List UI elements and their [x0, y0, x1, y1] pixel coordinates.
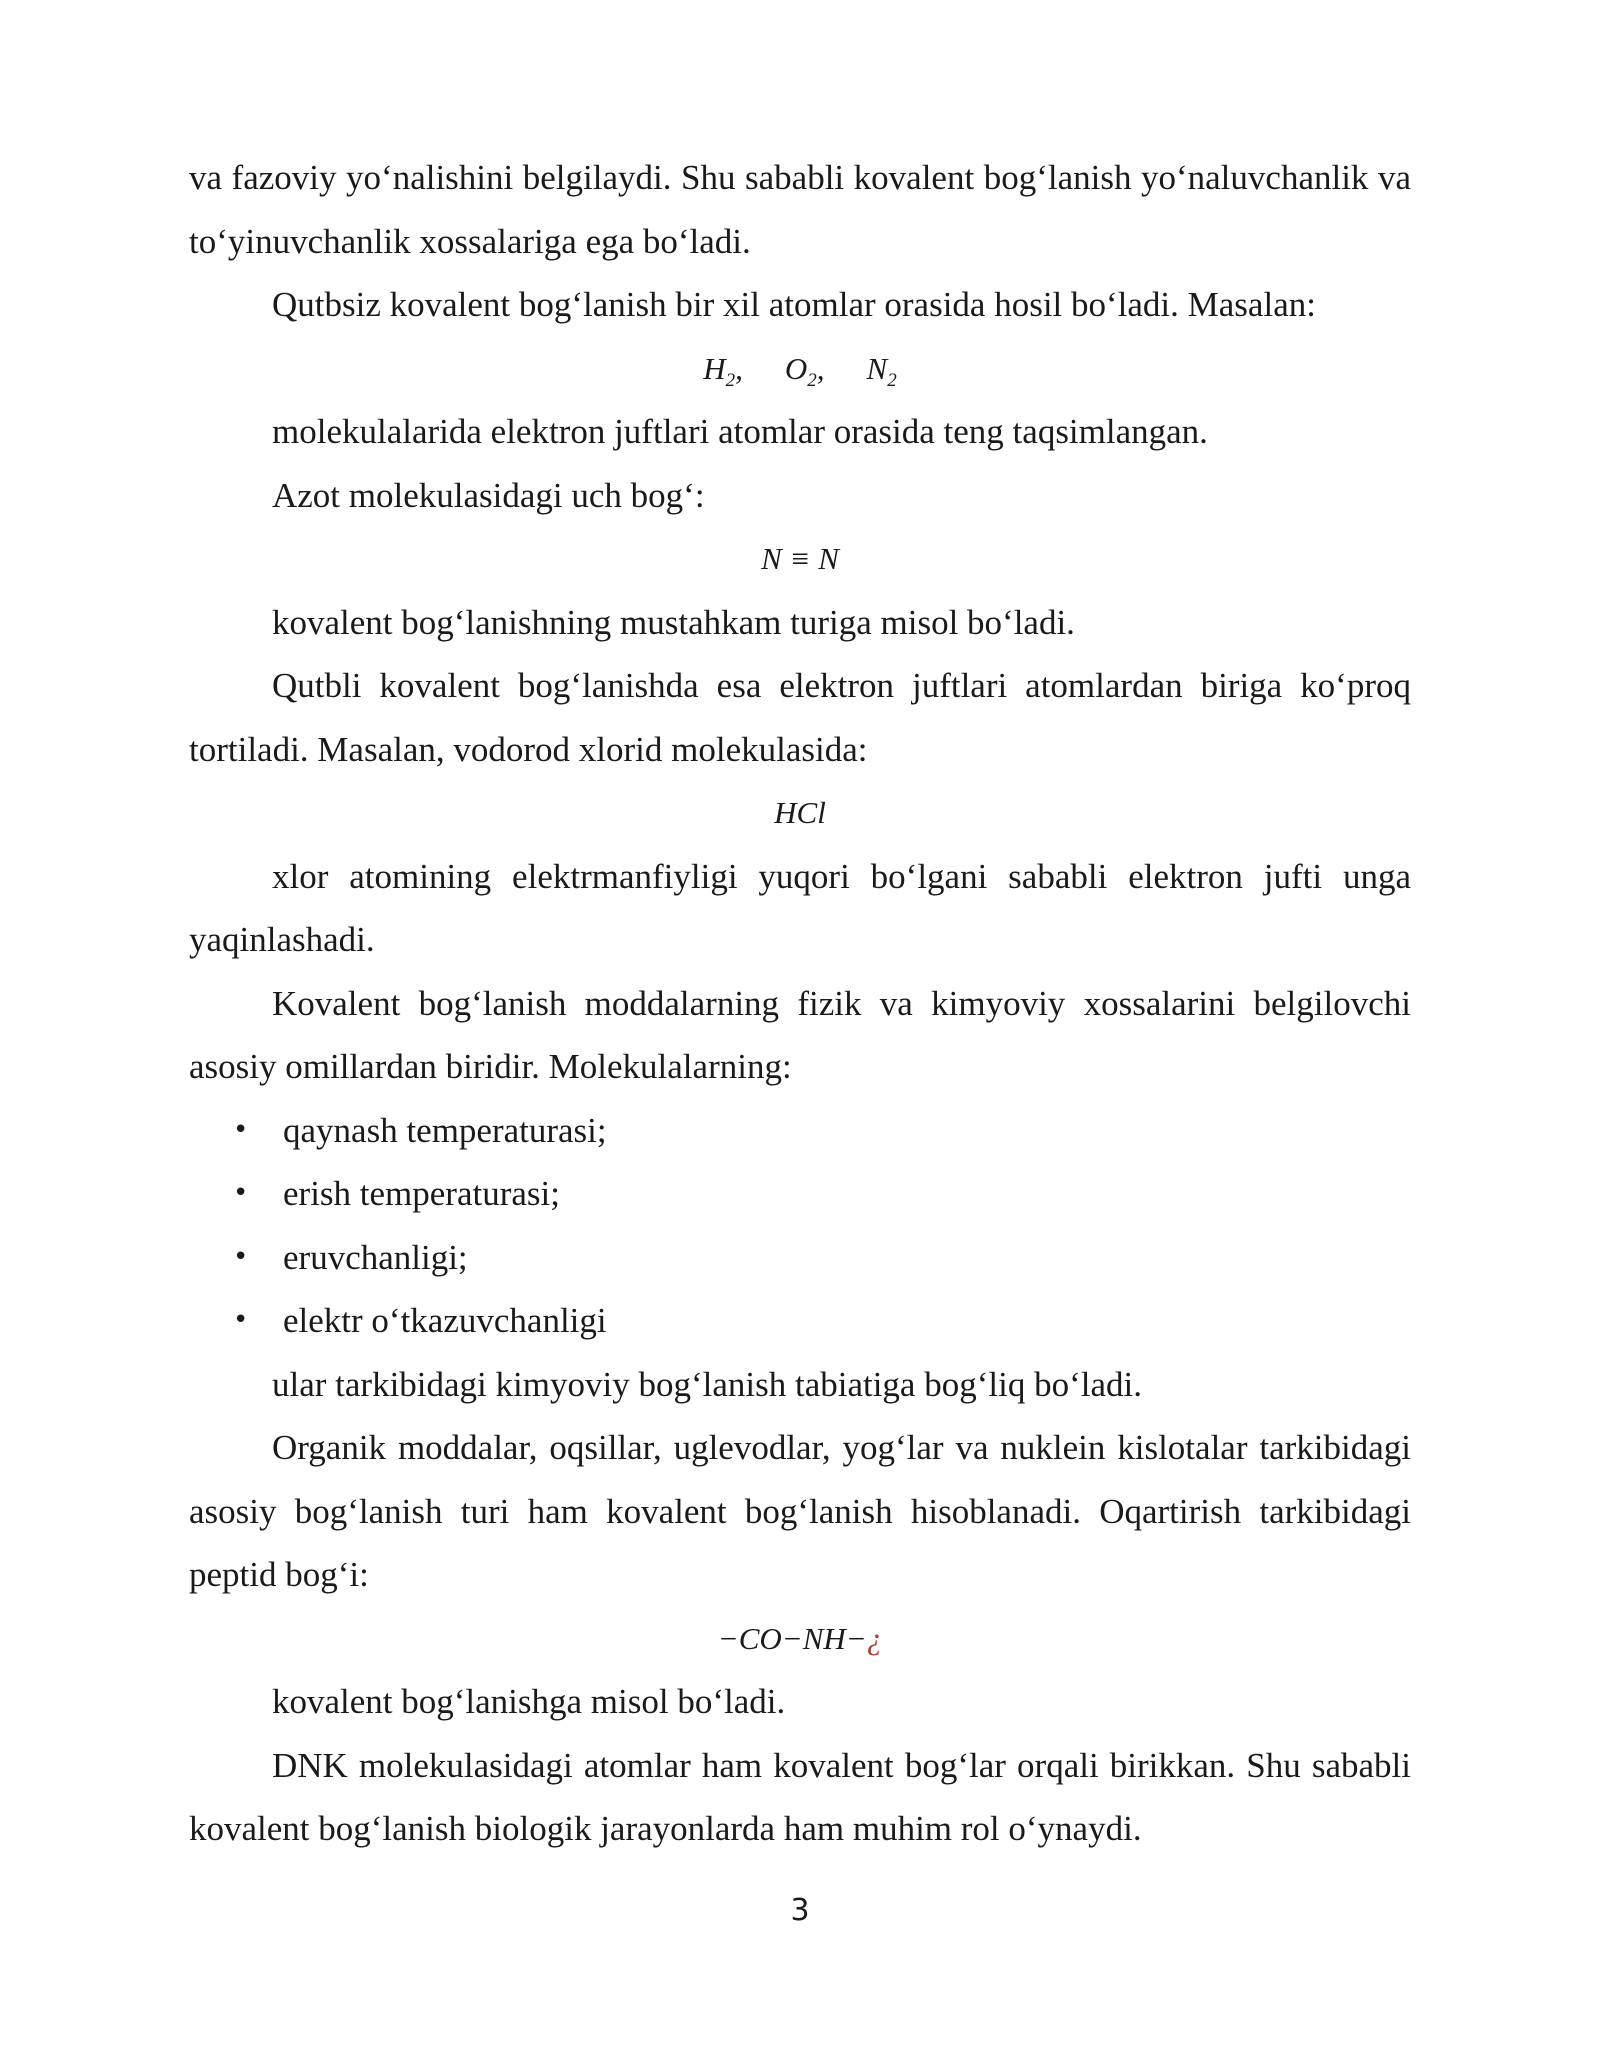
paragraph-equal-distribution: molekulalarida elektron juftlari atomlar orasida teng taqsimlangan. — [272, 412, 1208, 451]
bullet-icon: • — [233, 1114, 249, 1145]
list-item — [189, 1226, 1411, 1290]
page-content — [189, 146, 1411, 1861]
page-number: 3 — [790, 1893, 810, 1928]
formula-triple-bond: N ≡ N — [761, 541, 839, 576]
properties-list — [189, 1099, 1411, 1353]
bullet-icon: • — [233, 1305, 249, 1335]
paragraph-nonpolar-bond: Qutbsiz kovalent bog‘lanish bir xil atomlar orasida hosil bo‘ladi. Masalan: — [272, 285, 1316, 324]
paragraph-peptide-example: kovalent bog‘lanishga misol bo‘ladi. — [272, 1682, 786, 1721]
list-item — [189, 1099, 1411, 1163]
formula-peptide-mark: ¿ — [866, 1620, 883, 1656]
formula-hcl: HCl — [774, 795, 826, 830]
list-item-text: qaynash temperaturasi; — [283, 1110, 607, 1150]
formula-sep-2: , — [816, 350, 825, 386]
formula-peptide-bond — [189, 1607, 1411, 1671]
formula-h2-sub: 2 — [725, 369, 736, 391]
paragraph-continuation: va fazoviy yo‘nalishini belgilaydi. Shu sababli kovalent bog‘lanish yo‘naluvchanlik va to‘yinuvchanlik xossalariga ega bo‘ladi. — [189, 158, 1411, 261]
paragraph-polar-bond: Qutbli kovalent bog‘lanishda esa elektron juftlari atomlardan biriga ko‘proq tortiladi. Masalan, vodorod xlorid molekulasida: — [189, 666, 1411, 769]
paragraph-nitrogen-triple-bond: Azot molekulasidagi uch bog‘: — [272, 475, 705, 515]
bullet-icon: • — [233, 1178, 249, 1208]
paragraph-organic-substances: Organik moddalar, oqsillar, uglevodlar, yog‘lar va nuklein kislotalar tarkibidagi asosiy bog‘lanish turi ham kovalent bog‘lanish hisoblanadi. Oqartirish tarkibidagi peptid bog‘i: — [189, 1428, 1411, 1594]
bullet-icon: • — [233, 1241, 249, 1272]
formula-o2-sub: 2 — [807, 369, 817, 391]
formula-o2-base: O — [784, 350, 808, 386]
paragraph-strong-bond-example: kovalent bog‘lanishning mustahkam turiga misol bo‘ladi. — [272, 602, 1075, 642]
list-item — [189, 1162, 1411, 1226]
list-item — [189, 1289, 1411, 1353]
list-item-text: eruvchanligi; — [283, 1237, 468, 1277]
formula-sep-1: , — [735, 350, 743, 386]
formula-h2-base: H — [703, 350, 726, 386]
formula-diatomic-molecules — [189, 337, 1411, 401]
paragraph-electronegativity: xlor atomining elektrmanfiyligi yuqori bo‘lgani sababli elektron jufti unga yaqinlashadi. — [189, 856, 1411, 959]
formula-n2-sub: 2 — [887, 369, 897, 391]
list-item-text: elektr o‘tkazuvchanligi — [283, 1301, 607, 1340]
paragraph-properties-intro: Kovalent bog‘lanish moddalarning fizik va kimyoviy xossalarini belgilovchi asosiy omillardan biridir. Molekulalarning: — [189, 983, 1411, 1086]
paragraph-bond-nature: ular tarkibidagi kimyoviy bog‘lanish tabiatiga bog‘liq bo‘ladi. — [272, 1364, 1142, 1404]
list-item-text: erish temperaturasi; — [283, 1174, 560, 1213]
formula-peptide-main: −CO−NH− — [717, 1620, 867, 1656]
paragraph-dna: DNK molekulasidagi atomlar ham kovalent bog‘lar orqali birikkan. Shu sababli kovalent bog‘lanish biologik jarayonlarda ham muhim rol o‘ynaydi. — [189, 1745, 1411, 1848]
formula-n2-base: N — [866, 350, 888, 386]
